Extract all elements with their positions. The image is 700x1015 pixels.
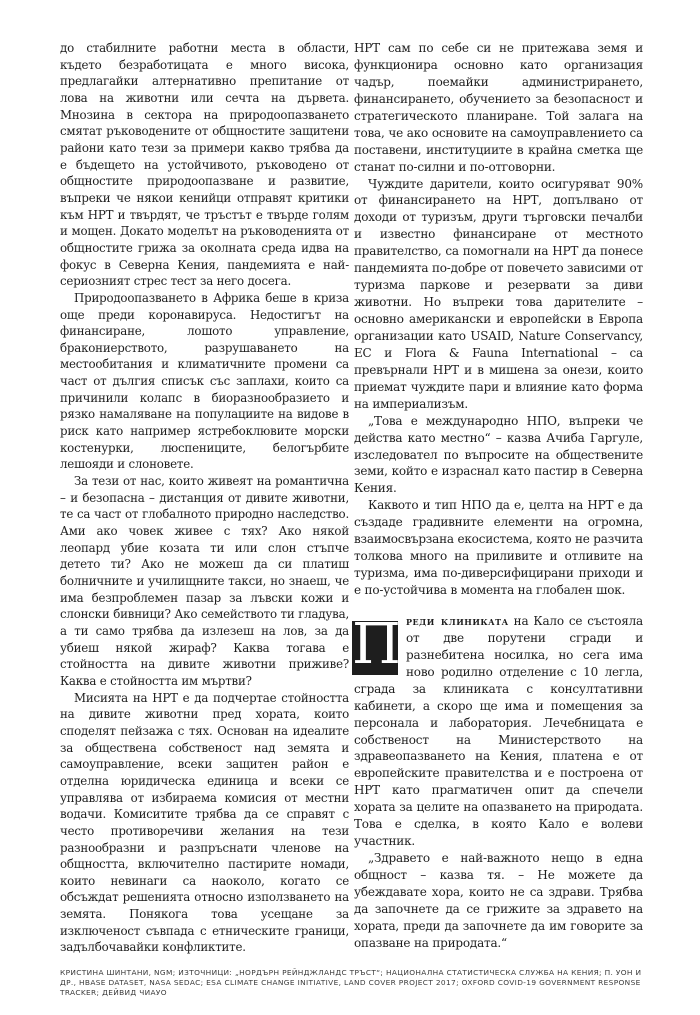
paragraph: За тези от нас, които живеят на романтична – и безопасна – дистанция от дивите животни, те са част от глобалното природно наследство. Ами ако човек живее с тях? Ако някой леопард убие козата ти или слон стъпче детето ти? Ако не можеш да си платиш болничните и училищните такси, но знаеш, че има безпроблемен пазар за лъвски кожи и слонски бивници? Ако семейството ти гладува, а ти само трябва да излезеш на лов, за да убиеш някой жираф? Каква тогава е стойността на дивите животни приживе? Каква е стойността им мъртви? (60, 474, 349, 688)
paragraph: „Това е международно НПО, въпреки че действа като местно“ – казва Ачиба Гаргуле, изследовател по въпросите на обществените земи, който е израснал като пастир в Северна Кения. (354, 413, 643, 496)
paragraph: Чуждите дарители, които осигуряват 90% от финансирането на НРТ, допълвано от доходи от туризъм, други търговски печалби и известно финансиране от местното правителство, са помогнали на НРТ да понесе пандемията по-добре от повечето зависими от туризма паркове и резервати за диви животни. Но въпреки това дарителите – основно американски и европейски в Европа организации като USAID, Nature Conservancy, ЕС и Flora & Fauna International – са превърнали НРТ и в мишена за онези, които приемат чуждите пари и влияние като форма на империализъм. (354, 176, 643, 411)
paragraph: НРТ сам по себе си не притежава земя и функционира основно като организация чадър, поемайки администрирането, финансирането, обучението за безопасност и стратегическото планиране. Той залага на това, че ако основите на самоуправлението са поставени, институциите в крайна сметка ще станат по-силни и по-отговорни. (354, 41, 643, 174)
section-lead-in: реди клиниката (406, 613, 509, 628)
quote-paragraph: „Здравето е най-важното нещо в една общност – казва тя. – Не можете да убеждавате хора, които не са здрави. Трябва да започнете да се грижите за здравето на хората, преди да започнете да им говорите за опазване на природата.“ (354, 851, 643, 950)
section-opening-paragraph (354, 613, 643, 850)
drop-cap: П (352, 611, 401, 677)
paragraph: Мисията на НРТ е да подчертае стойността на дивите животни пред хората, които споделят пейзажа с тях. Основан на идеалите за обществена собственост над земята и самоуправление, всеки защитен район е отделна юридическа единица и всеки се управлява от избираема комисия от местни водачи. Комиситите трябва да се справят с често противоречиви желания на тези разнообразни и разпръснати членове на общността, включително пастирите номади, които невинаги са наоколо, когато се обсъждат решенията относно използването на земята. Понякога това усещане за изключеност съвпада с етническите граници, задълбочавайки конфликтите. (60, 690, 349, 955)
source-credits: КРИСТИНА ШИНТАНИ, NGM; ИЗТОЧНИЦИ: „НОРДЪРН РЕЙНДЖЛАНДС ТРЪСТ“; НАЦИОНАЛНА СТАТИСТИЧЕСКА СЛУЖБА НА КЕНИЯ; П. УОН И ДР., HBASE DATASET, NASA SEDAC; ESA CLIMATE CHANGE INITIATIVE, LAND COVER PROJECT 2017; OXFORD COVID-19 GOVERNMENT RESPONSE TRACKER; ДЕЙВИД ЧИАУО (60, 968, 642, 997)
left-column (60, 40, 349, 956)
paragraph: Каквото и тип НПО да е, целта на НРТ е да създаде градивните елементи на огромна, взаимосвързана екосистема, която не разчита толкова много на приливите и отливите на туризма, има по-диверсифицирани приходи и е по-устойчива в момента на глобален шок. (354, 498, 643, 597)
right-column (354, 40, 643, 952)
section-gap (354, 599, 643, 613)
paragraph: до стабилните работни места в области, където безработицата е много висока, предлагайки алтернативно препитание от лова на животни или сечта на дървета. Мнозина в сектора на природоопазването смятат ръководените от общностите защитени райони като тези за примери какво трябва да е бъдещето на устойчивото, ръководено от общностите природоопазване и развитие, въпреки че някои кенийци отправят критики към НРТ и твърдят, че тръстът е твърде голям и мощен. Докато моделът на ръководенията от общностите грижа за околната среда идва на фокус в Северна Кения, пандемията е най-сериозният стрес тест за него досега. (60, 41, 349, 289)
section-body: на Кало се състояла от две порутени сгради и разнебитена носилка, но сега има ново родилно отделение с 10 легла, сграда за клиниката с консултативни кабинети, а скоро ще има и помещения за персонала и лаборатория. Лечебницата е собственост на Министерството на здравеопазването на Кения, платена е от европейските правителства и е построена от НРТ като прагматичен опит да спечели хората за целите на опазването на природата. Това е сделка, в която Кало е волеви участник. (354, 613, 643, 849)
paragraph: Природоопазването в Африка беше в криза още преди коронавируса. Недостигът на финансиране, лошото управление, бракониерството, разрушаването на местообитания и климатичните промени са част от дългия списък със заплахи, които са причинили колапс в биоразнообразието и рязко намаляване на популациите на видове в риск като например ястребоклювите морски костенурки, люспениците, белогърбите лешояди и слоновете. (60, 290, 349, 472)
